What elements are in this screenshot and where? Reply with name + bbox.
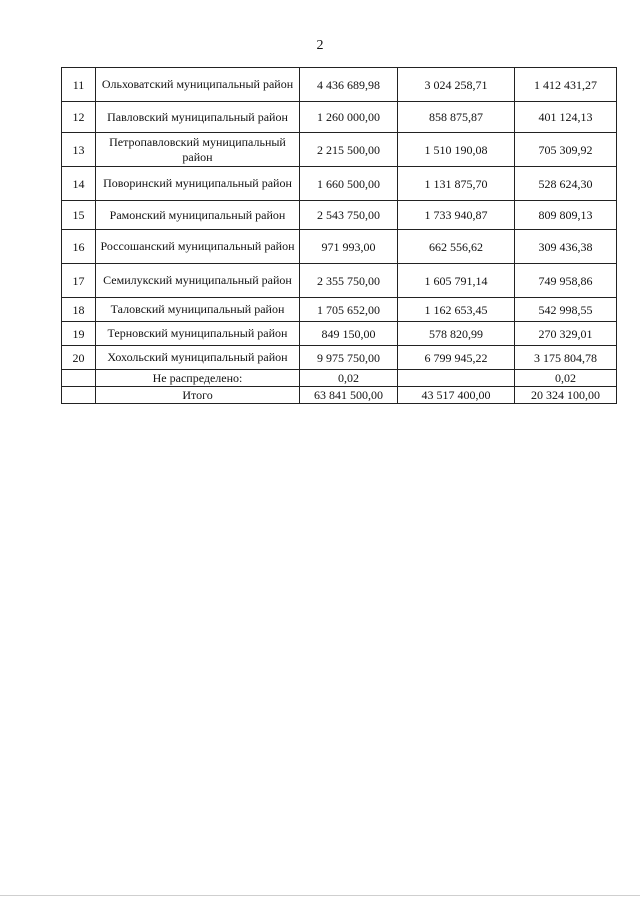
amount-col3: 705 309,92 (515, 133, 617, 167)
amount-col3: 528 624,30 (515, 167, 617, 201)
grand-total-col3: 20 324 100,00 (515, 387, 617, 404)
undistributed-col2 (398, 370, 515, 387)
undistributed-col3: 0,02 (515, 370, 617, 387)
amount-col3: 3 175 804,78 (515, 346, 617, 370)
amount-col2: 6 799 945,22 (398, 346, 515, 370)
page-number: 2 (316, 38, 324, 53)
amount-col3: 809 809,13 (515, 201, 617, 230)
table-row (62, 230, 617, 264)
total-amount: 1 660 500,00 (300, 167, 398, 201)
district-name: Хохольский муниципальный район (96, 346, 300, 370)
table-row (62, 167, 617, 201)
district-name: Петропавловский муниципальный район (96, 133, 300, 167)
amount-col3: 401 124,13 (515, 102, 617, 133)
row-number: 17 (62, 264, 96, 298)
grand-total: 63 841 500,00 (300, 387, 398, 404)
amount-col2: 1 162 653,45 (398, 298, 515, 322)
total-amount: 4 436 689,98 (300, 68, 398, 102)
amount-col3: 749 958,86 (515, 264, 617, 298)
amount-col2: 578 820,99 (398, 322, 515, 346)
total-amount: 1 705 652,00 (300, 298, 398, 322)
row-number: 13 (62, 133, 96, 167)
empty-cell (62, 387, 96, 404)
total-amount: 2 543 750,00 (300, 201, 398, 230)
table-row (62, 264, 617, 298)
undistributed-row (62, 370, 617, 387)
district-name: Павловский муниципальный район (96, 102, 300, 133)
empty-cell (62, 370, 96, 387)
undistributed-total: 0,02 (300, 370, 398, 387)
district-name: Семилукский муниципальный район (96, 264, 300, 298)
row-number: 20 (62, 346, 96, 370)
row-number: 18 (62, 298, 96, 322)
district-name: Рамонский муниципальный район (96, 201, 300, 230)
budget-table (61, 67, 617, 404)
row-number: 16 (62, 230, 96, 264)
district-name: Ольховатский муниципальный район (96, 68, 300, 102)
row-number: 15 (62, 201, 96, 230)
table-row (62, 322, 617, 346)
district-name: Терновский муниципальный район (96, 322, 300, 346)
amount-col2: 1 733 940,87 (398, 201, 515, 230)
amount-col2: 1 131 875,70 (398, 167, 515, 201)
amount-col2: 1 605 791,14 (398, 264, 515, 298)
table-row (62, 68, 617, 102)
district-name: Россошанский муниципальный район (96, 230, 300, 264)
row-number: 14 (62, 167, 96, 201)
page-bottom-rule (0, 895, 640, 896)
district-name: Поворинский муниципальный район (96, 167, 300, 201)
amount-col3: 542 998,55 (515, 298, 617, 322)
table-row (62, 298, 617, 322)
table-row (62, 102, 617, 133)
undistributed-label: Не распределено: (96, 370, 300, 387)
amount-col2: 3 024 258,71 (398, 68, 515, 102)
total-amount: 971 993,00 (300, 230, 398, 264)
total-label: Итого (96, 387, 300, 404)
table-row (62, 201, 617, 230)
district-name: Таловский муниципальный район (96, 298, 300, 322)
row-number: 12 (62, 102, 96, 133)
amount-col2: 858 875,87 (398, 102, 515, 133)
amount-col2: 1 510 190,08 (398, 133, 515, 167)
grand-total-col2: 43 517 400,00 (398, 387, 515, 404)
total-amount: 9 975 750,00 (300, 346, 398, 370)
amount-col3: 1 412 431,27 (515, 68, 617, 102)
table-row (62, 133, 617, 167)
row-number: 11 (62, 68, 96, 102)
table-row (62, 346, 617, 370)
amount-col3: 270 329,01 (515, 322, 617, 346)
total-amount: 2 355 750,00 (300, 264, 398, 298)
total-amount: 2 215 500,00 (300, 133, 398, 167)
total-amount: 849 150,00 (300, 322, 398, 346)
total-amount: 1 260 000,00 (300, 102, 398, 133)
total-row (62, 387, 617, 404)
row-number: 19 (62, 322, 96, 346)
amount-col3: 309 436,38 (515, 230, 617, 264)
amount-col2: 662 556,62 (398, 230, 515, 264)
